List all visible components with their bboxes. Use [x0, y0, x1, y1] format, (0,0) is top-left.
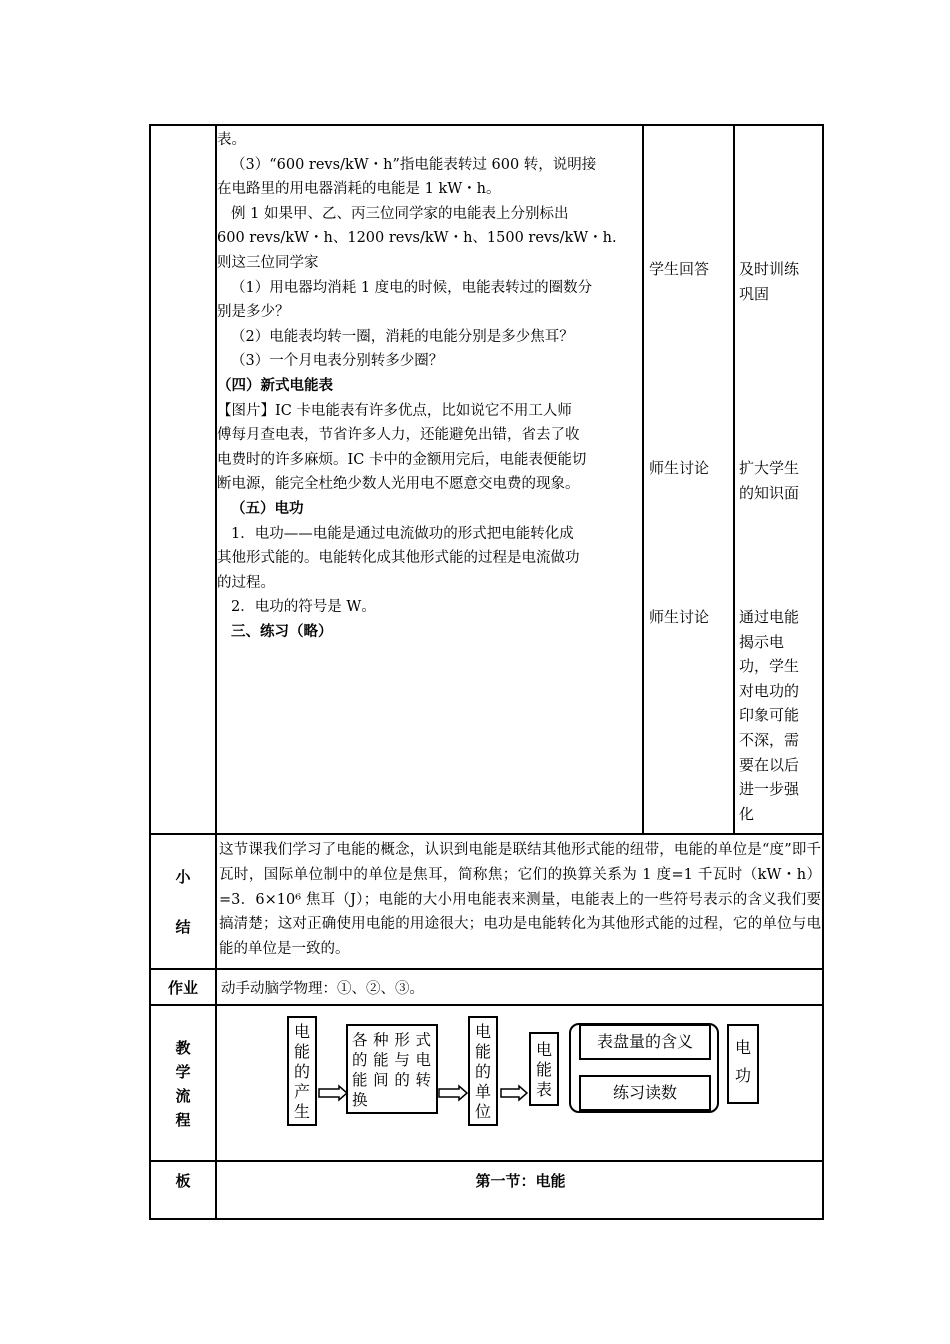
content-line: 600 revs/kW・h、1200 revs/kW・h、1500 revs/kW・h.	[217, 230, 617, 247]
content-line: （四）新式电能表	[217, 377, 333, 394]
content-line: （3）一个月电表分别转多少圈？	[231, 353, 444, 370]
purpose-work-line: 通过电能	[739, 608, 800, 626]
flow-box-unit	[468, 1016, 498, 1126]
activity-answer: 学生回答	[649, 260, 710, 278]
flow-box-generation-c1: 电	[293, 1022, 310, 1041]
purpose-practice	[739, 257, 799, 306]
flow-box-generation-c5: 生	[293, 1102, 310, 1121]
content-line: 傅每月查电表，节省许多人力，还能避免出错，省去了收	[217, 427, 580, 444]
purpose-knowledge	[739, 456, 799, 505]
content-line: （3）“600 revs/kW・h”指电能表转过 600 转，说明接	[231, 156, 597, 173]
content-line: 电费时的许多麻烦。IC 卡中的金额用完后，电能表便能切	[217, 451, 587, 468]
flow-arrow-2	[439, 1086, 467, 1100]
purpose-work-line: 功，学生	[739, 657, 800, 676]
lesson-content	[217, 128, 645, 644]
flow-box-generation-c4: 产	[293, 1082, 310, 1101]
summary-label-top: 小	[175, 868, 191, 886]
purpose-work-line: 对电功的	[739, 681, 800, 700]
content-line: （1）用电器均消耗 1 度电的时候，电能表转过的圈数分	[231, 279, 593, 296]
purpose-work-line: 进一步强	[739, 780, 800, 799]
summary-label-bottom: 结	[175, 918, 191, 936]
content-line: 别是多少？	[217, 304, 290, 321]
homework-label: 作业	[167, 979, 198, 997]
flow-box-meter-c1: 电	[535, 1040, 552, 1059]
content-line: 在电路里的用电器消耗的电能是 1 kW・h。	[217, 181, 501, 198]
content-line: 则这三位同学家	[217, 254, 319, 271]
purpose-work-line: 印象可能	[739, 706, 800, 725]
flow-box-work-c2: 功	[734, 1066, 751, 1085]
flow-box-conversion: 各种形式的能与电能间的转换	[346, 1024, 438, 1114]
purpose-work-line: 揭示电	[739, 632, 785, 651]
activity-discussion-2: 师生讨论	[649, 608, 710, 626]
purpose-practice-line-2: 巩固	[739, 284, 770, 303]
content-line: 的过程。	[217, 574, 275, 591]
purpose-practice-line-1: 及时训练	[739, 260, 800, 278]
purpose-knowledge-line-2: 的知识面	[739, 483, 800, 502]
flow-box-generation-c2: 能	[293, 1042, 310, 1061]
summary-text: 这节课我们学习了电能的概念，认识到电能是联结其他形式能的纽带，电能的单位是“度”即千瓦时，国际单位制中的单位是焦耳，简称焦；它们的换算关系为 1 度=1 千瓦时（kW・h）=3．6×10⁶ 焦耳（J）；电能的大小用电能表来测量，电能表上的一些符号表示的含义我们要搞清楚；这对正确使用电能的用途很大；电功是电能转化为其他形式能的过程，它的单位与电能的单位是一致的。	[219, 842, 821, 958]
flow-label-1: 教	[175, 1039, 191, 1057]
flow-box-dial: 表盘量的含义	[579, 1024, 711, 1060]
flow-label-2: 学	[175, 1063, 191, 1081]
lesson-table	[149, 124, 824, 1220]
content-line: 断电源，能完全杜绝少数人光用电不愿意交电费的现象。	[217, 476, 580, 493]
purpose-work-line: 不深，需	[739, 730, 800, 749]
flow-box-meter-c2: 能	[535, 1060, 552, 1079]
flow-label-4: 程	[175, 1111, 191, 1129]
flow-box-unit-c3: 的	[474, 1062, 491, 1081]
content-line: 其他形式能的。电能转化成其他形式能的过程是电流做功	[217, 550, 580, 567]
flow-box-work	[727, 1024, 759, 1104]
purpose-work-line: 化	[739, 804, 755, 823]
homework-text: 动手动脑学物理：①、②、③。	[221, 981, 424, 997]
col-divider-3	[733, 126, 735, 834]
flow-arrow-1	[319, 1086, 347, 1100]
purpose-knowledge-line-1: 扩大学生	[739, 459, 800, 477]
content-line: （2）电能表均转一圈，消耗的电能分别是多少焦耳？	[231, 328, 574, 345]
flow-box-unit-c5: 位	[474, 1102, 491, 1121]
flow-label-3: 流	[175, 1087, 191, 1105]
flow-arrow-3	[501, 1086, 527, 1100]
row-divider-summary	[151, 833, 824, 835]
board-title: 第一节：电能	[475, 1172, 566, 1190]
content-line: 【图片】IC 卡电能表有许多优点，比如说它不用工人师	[217, 402, 572, 419]
flow-box-work-c1: 电	[734, 1038, 751, 1057]
purpose-work	[739, 605, 799, 826]
content-line: （五）电功	[231, 500, 304, 517]
flow-box-unit-c4: 单	[474, 1082, 491, 1101]
content-line: 2．电功的符号是 W。	[231, 599, 376, 616]
content-line: 三、练习（略）	[231, 623, 333, 640]
flow-box-meter	[529, 1032, 559, 1106]
content-line: 例 1 如果甲、乙、丙三位同学家的电能表上分别标出	[231, 205, 569, 222]
board-label: 板	[175, 1172, 191, 1190]
flow-box-generation-c3: 的	[293, 1062, 310, 1081]
content-line: 表。	[217, 132, 246, 148]
flow-box-unit-c2: 能	[474, 1042, 491, 1061]
flow-box-meter-c3: 表	[535, 1080, 552, 1099]
activity-discussion-1: 师生讨论	[649, 459, 710, 477]
row-divider-homework	[151, 968, 824, 970]
flow-box-unit-c1: 电	[474, 1022, 491, 1041]
purpose-work-line: 要在以后	[739, 755, 800, 774]
flow-box-reading: 练习读数	[579, 1075, 711, 1111]
content-line: 1．电功——电能是通过电流做功的形式把电能转化成	[231, 525, 574, 542]
